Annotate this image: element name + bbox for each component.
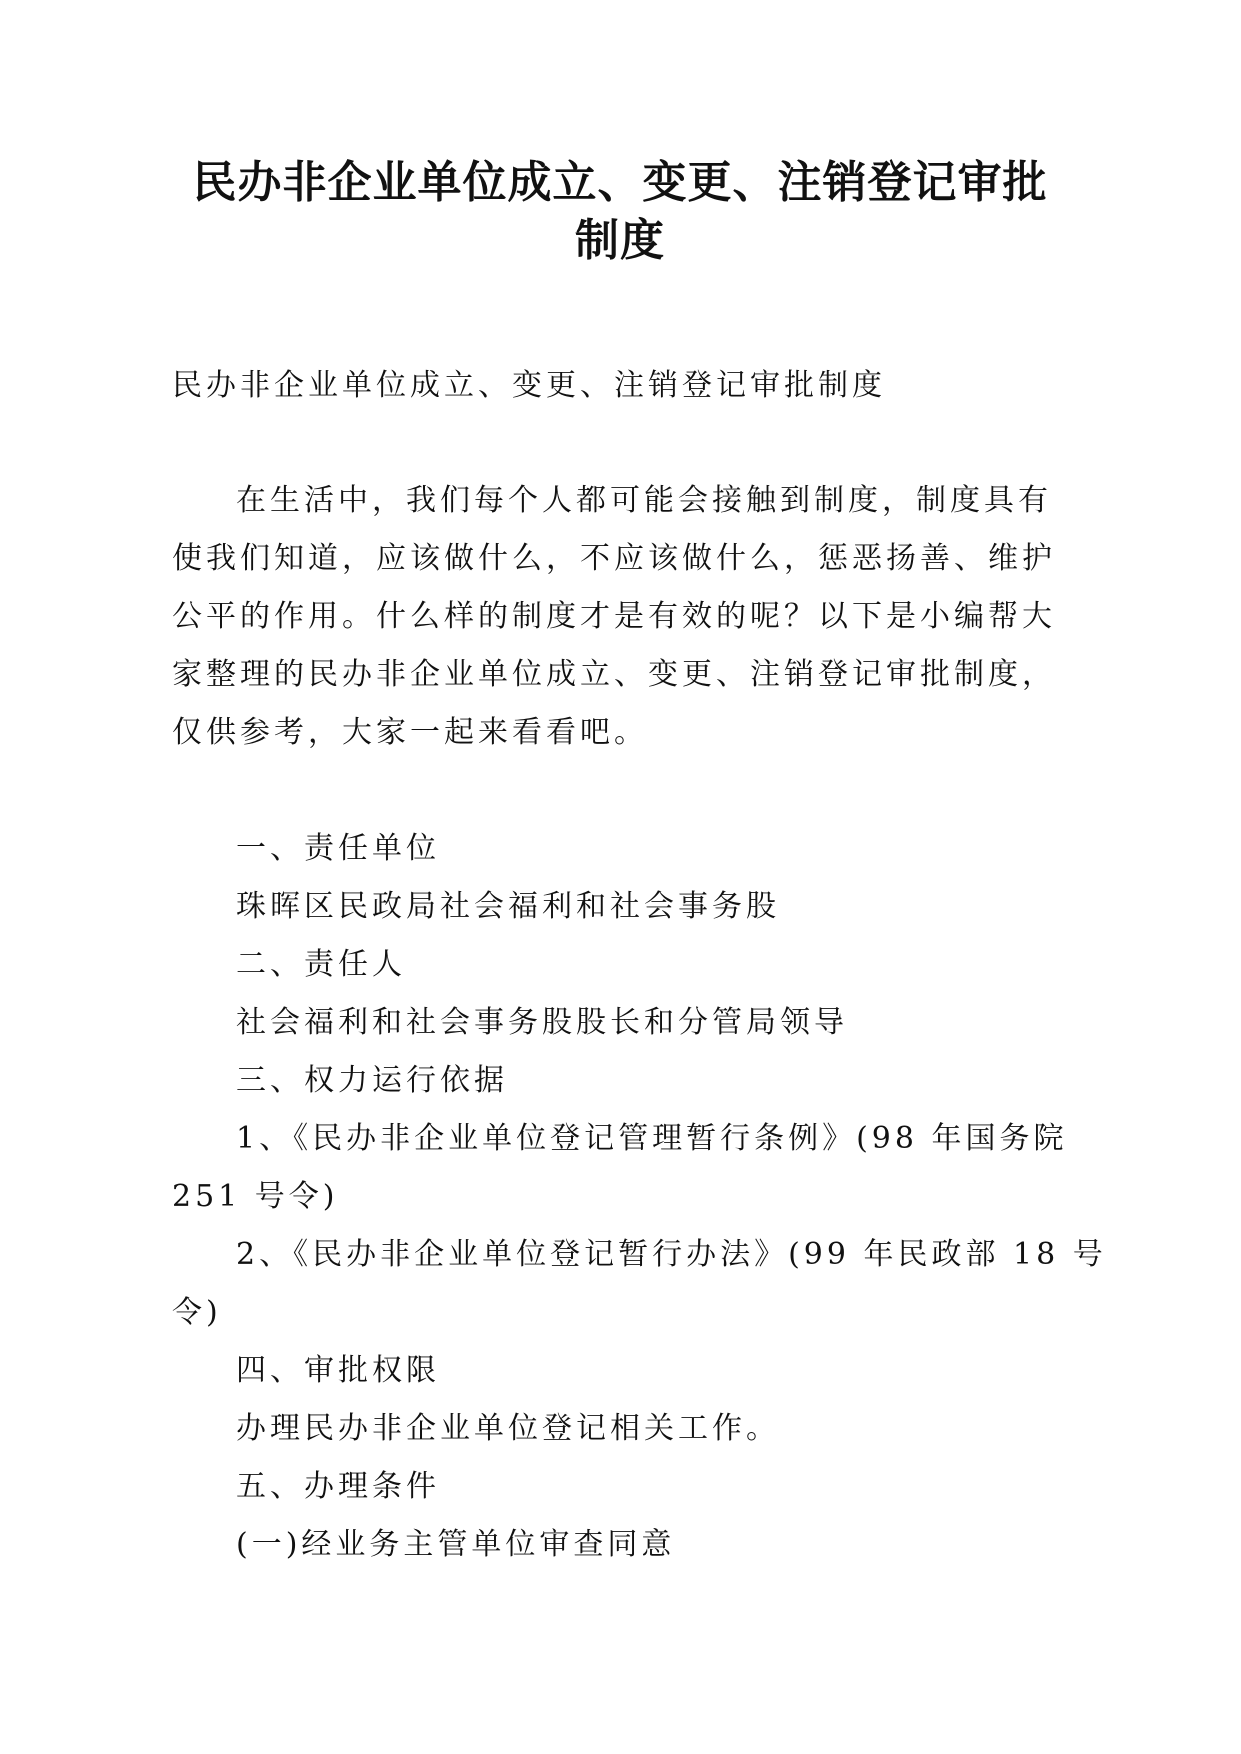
section-heading-approval-authority: 四、审批权限 (236, 1353, 440, 1388)
section-text-legal-basis-1-cont: 251 号令) (172, 1179, 339, 1214)
intro-line: 仅供参考，大家一起来看看吧。 (172, 715, 648, 750)
section-heading-responsible-unit: 一、责任单位 (236, 831, 440, 866)
intro-paragraph (172, 472, 1072, 762)
document-title (170, 154, 1070, 270)
section-text-legal-basis-2-cont: 令) (172, 1295, 222, 1330)
section-heading-legal-basis: 三、权力运行依据 (236, 1063, 508, 1098)
section-text-responsible-person: 社会福利和社会事务股股长和分管局领导 (236, 1005, 848, 1040)
document-subtitle: 民办非企业单位成立、变更、注销登记审批制度 (172, 368, 886, 403)
section-text-condition-1: (一)经业务主管单位审查同意 (236, 1527, 676, 1562)
section-text-legal-basis-2: 2、《民办非企业单位登记暂行办法》(99 年民政部 18 号 (236, 1237, 1107, 1272)
intro-line: 在生活中，我们每个人都可能会接触到制度，制度具有 (236, 483, 1052, 518)
section-list (172, 820, 1107, 1574)
document-title-line-2: 制度 (575, 215, 665, 266)
intro-line: 家整理的民办非企业单位成立、变更、注销登记审批制度， (172, 657, 1056, 692)
intro-line: 使我们知道，应该做什么，不应该做什么，惩恶扬善、维护 (172, 541, 1056, 576)
intro-line: 公平的作用。什么样的制度才是有效的呢？以下是小编帮大 (172, 599, 1056, 634)
section-text-approval-authority: 办理民办非企业单位登记相关工作。 (236, 1411, 780, 1446)
section-text-responsible-unit: 珠晖区民政局社会福利和社会事务股 (236, 889, 780, 924)
section-heading-conditions: 五、办理条件 (236, 1469, 440, 1504)
section-heading-responsible-person: 二、责任人 (236, 947, 406, 982)
section-text-legal-basis-1: 1、《民办非企业单位登记管理暂行条例》(98 年国务院 (236, 1121, 1068, 1156)
document-title-line-1: 民办非企业单位成立、变更、注销登记审批 (192, 157, 1048, 208)
